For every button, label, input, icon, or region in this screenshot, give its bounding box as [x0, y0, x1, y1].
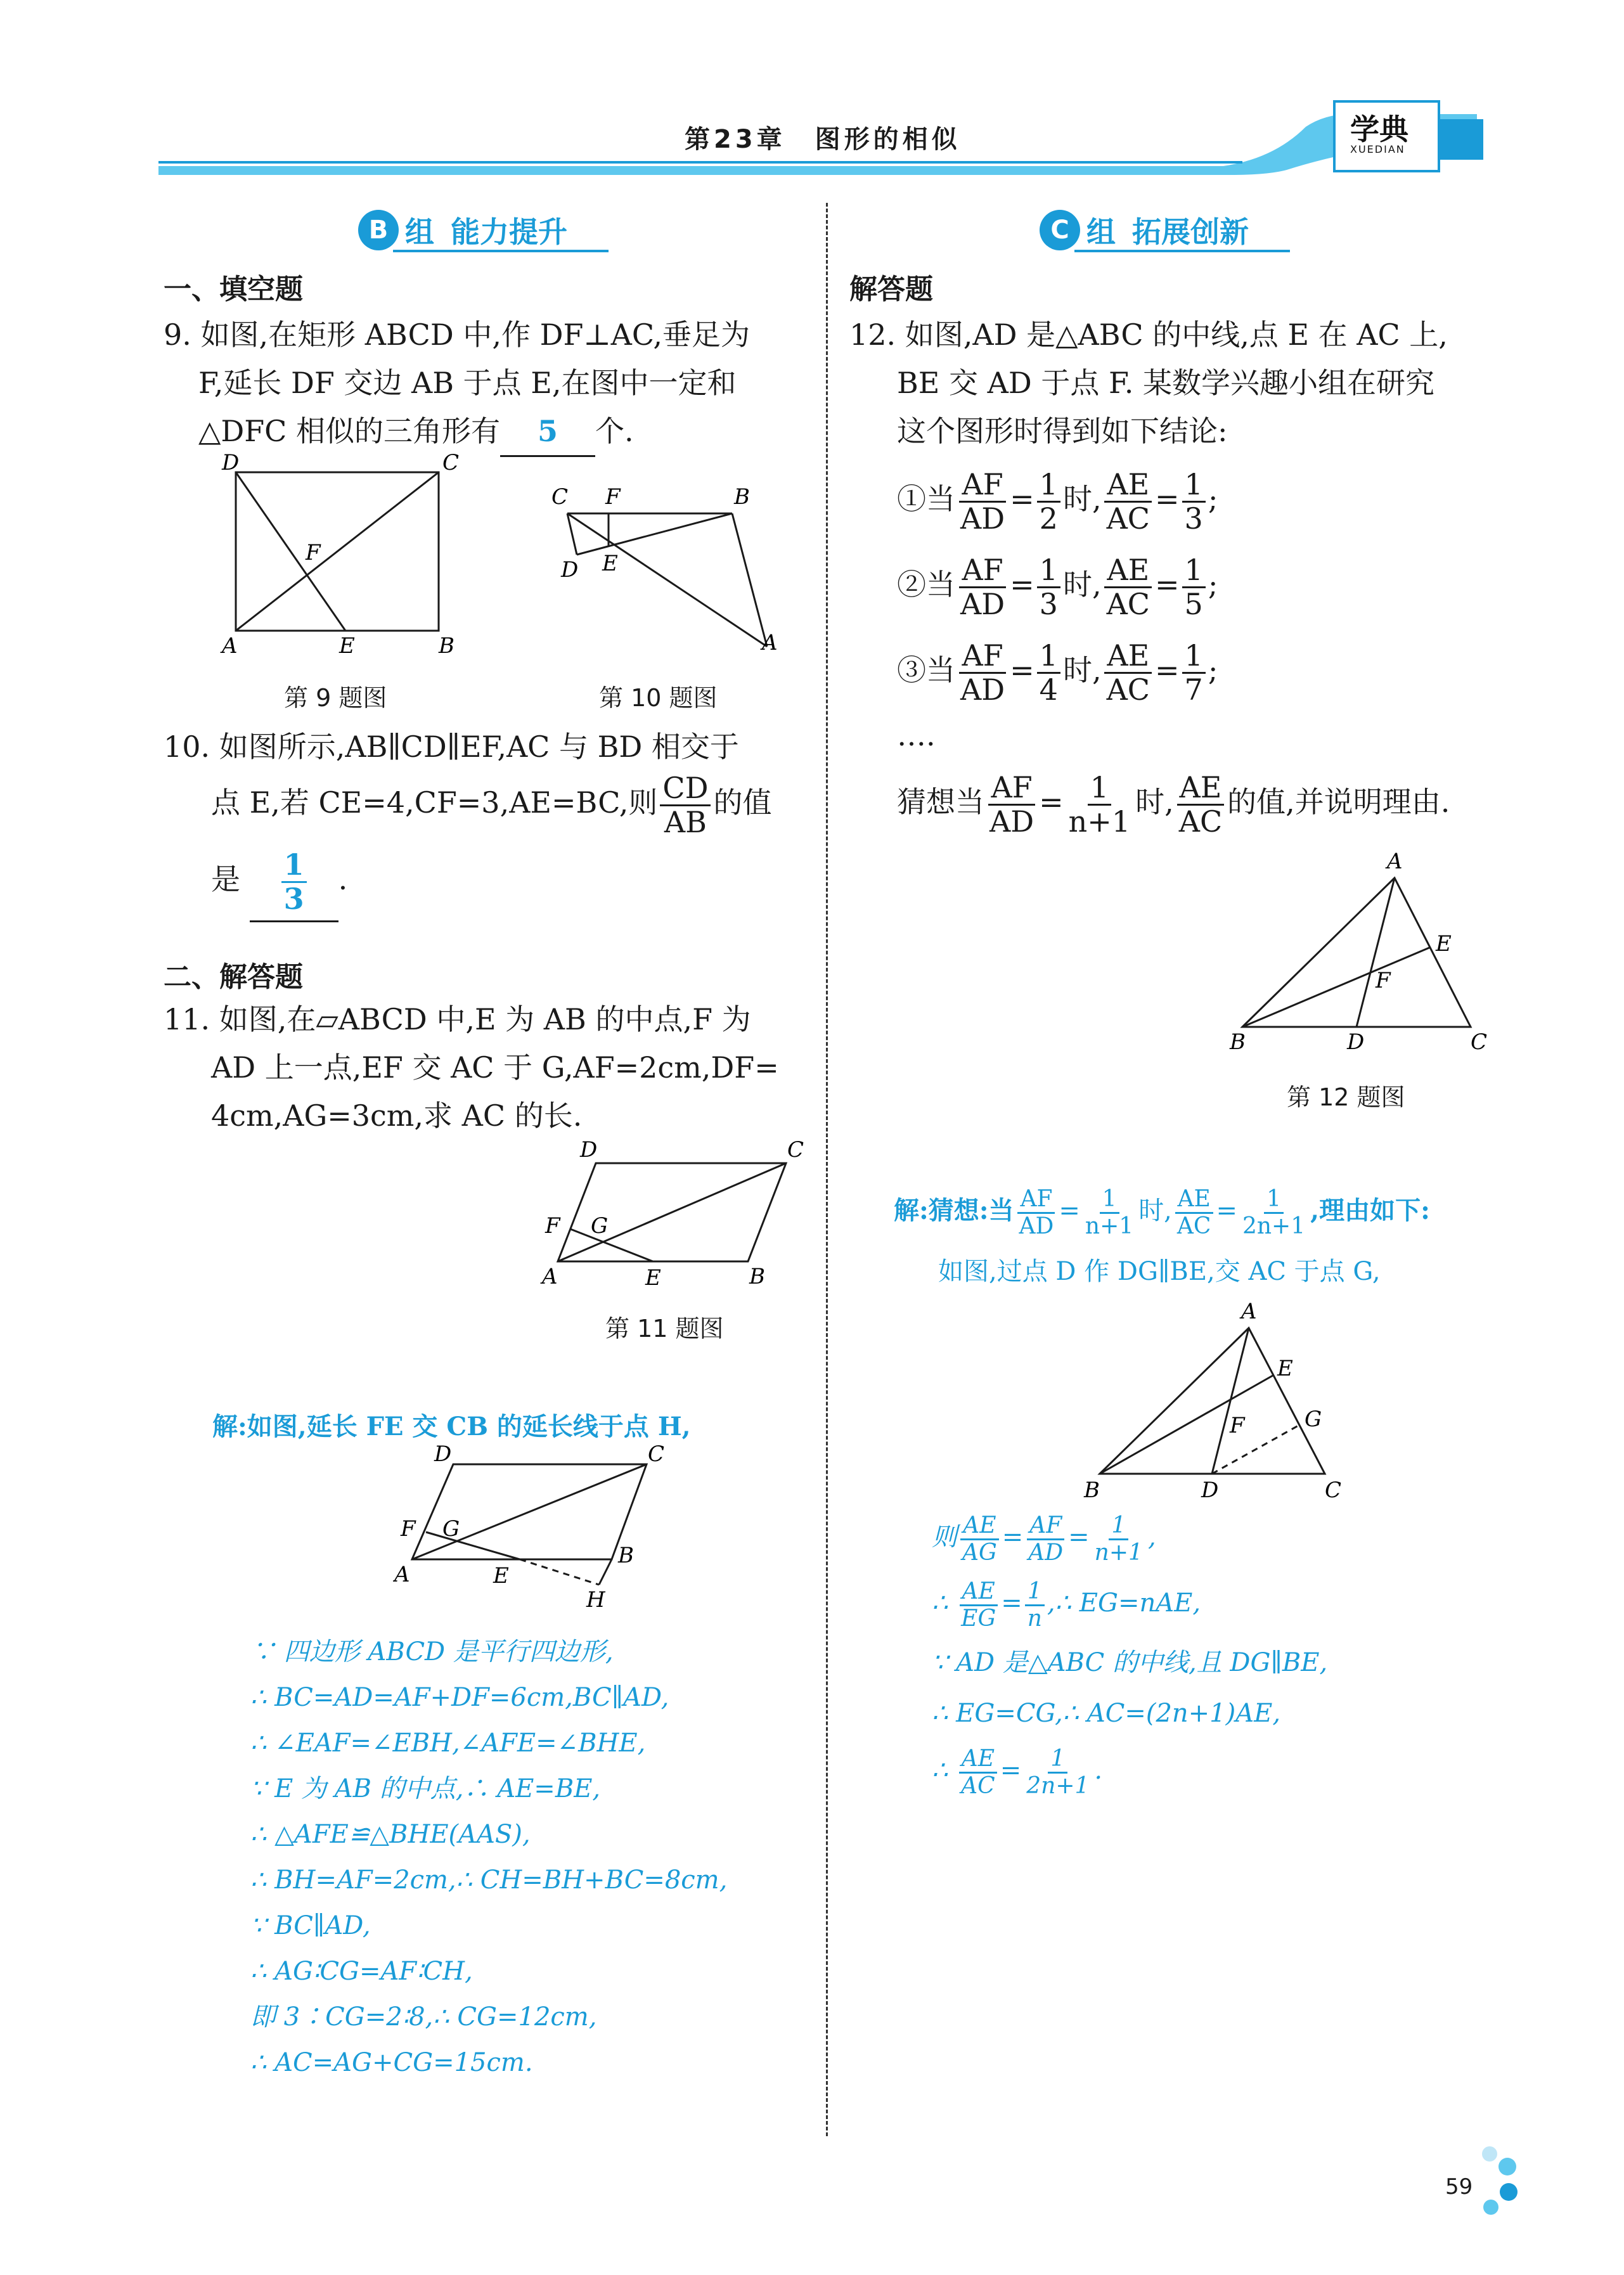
end: ;	[1208, 567, 1218, 602]
mid: 时,	[1062, 653, 1102, 687]
label-F: F	[1230, 1413, 1245, 1438]
d: n+1	[1085, 1213, 1134, 1239]
label-E: E	[1436, 931, 1452, 957]
section-answer: 二、解答题	[164, 961, 303, 993]
label-D: D	[580, 1138, 598, 1163]
n: AE	[1104, 554, 1152, 588]
group-b-heading	[358, 209, 567, 251]
figure-12-solution	[1071, 1293, 1363, 1509]
sol11-intro: 解:如图,延长 FE 交 CB 的延长线于点 H,	[212, 1412, 691, 1441]
n: 1	[1048, 1746, 1067, 1774]
d: AC	[961, 1772, 995, 1799]
label-D: D	[222, 450, 240, 475]
label-B: B	[749, 1264, 765, 1289]
ans-den: 3	[283, 881, 304, 916]
n: 1	[1037, 554, 1060, 588]
mark: ②当	[897, 567, 955, 602]
sol11-step: ∴ ∠EAF=∠EBH,∠AFE=∠BHE,	[250, 1729, 646, 1758]
fig10-caption: 第 10 题图	[599, 684, 718, 712]
q12-line: 12. 如图,AD 是△ABC 的中线,点 E 在 AC 上,	[849, 318, 1448, 352]
label-F: F	[545, 1213, 560, 1239]
header-decoration	[0, 0, 1624, 190]
n: AE	[1177, 771, 1225, 806]
label-G: G	[591, 1213, 609, 1239]
sol12-step: ∴ $\frac{AE}{AC}$ = $\frac{1}{2n+1}$ .	[932, 1746, 1103, 1799]
label-B: B	[1084, 1478, 1100, 1503]
guess-text: 猜想当	[897, 785, 984, 819]
label-E: E	[602, 551, 618, 576]
sol11-step: ∵ E 为 AB 的中点,∴ AE=BE,	[250, 1774, 601, 1803]
label-D: D	[434, 1442, 452, 1467]
n: 1	[1100, 1187, 1119, 1214]
q11-line: 4cm,AG=3cm,求 AC 的长.	[211, 1099, 583, 1133]
page-number: 59	[1445, 2174, 1473, 2200]
d: 4	[1039, 672, 1058, 707]
n: 1	[1182, 640, 1206, 674]
end: ,	[1147, 1523, 1156, 1552]
label-C: C	[1325, 1478, 1342, 1503]
q12-conclusions	[897, 456, 1467, 846]
q10-text: 是	[211, 862, 240, 897]
end: ;	[1208, 653, 1218, 687]
q10-line	[164, 771, 810, 838]
q10-text-end: 的值	[713, 785, 772, 820]
sol11-step: ∴ △AFE≌△BHE(AAS),	[250, 1820, 531, 1849]
q10-line: 10. 如图所示,AB∥CD∥EF,AC 与 BD 相交于	[164, 730, 739, 764]
end: ,∴ EG=nAE,	[1047, 1589, 1201, 1618]
d: EG	[961, 1605, 996, 1632]
sol12-step: 则 $\frac{AE}{AG}$ = $\frac{AF}{AD}$ = $\frac{1}{n+1}$ ,	[932, 1512, 1156, 1566]
frac-den: AB	[664, 804, 707, 839]
n: AF	[1017, 1187, 1055, 1214]
guess-mid: 时,	[1135, 785, 1174, 819]
mark: ③当	[897, 653, 955, 687]
sol12-step: ∵ AD 是△ABC 的中线,且 DG∥BE,	[932, 1648, 1328, 1678]
ellipsis: ….	[897, 718, 936, 752]
ze: 则	[932, 1523, 957, 1552]
question-9	[164, 311, 810, 457]
fig12-caption: 第 12 题图	[1287, 1083, 1405, 1111]
label-F: F	[306, 540, 321, 565]
n: AE	[960, 1579, 998, 1606]
d: AD	[1019, 1213, 1054, 1239]
sol12-step: ∴ $\frac{AE}{EG}$ = $\frac{1}{n}$ ,∴ EG=nAE,	[932, 1578, 1201, 1632]
conclusion-2: ②当 $\frac{AF}{AD}$ = $\frac{1}{3}$ 时, $\frac{AE}{AC}$ = $\frac{1}{5}$ ;	[897, 552, 1218, 621]
q9-line: 9. 如图,在矩形 ABCD 中,作 DF⊥AC,垂足为	[164, 318, 751, 352]
n: 1	[1109, 1513, 1128, 1540]
mark: ①当	[897, 482, 955, 516]
label-B: B	[439, 633, 454, 659]
q12-line: 这个图形时得到如下结论:	[897, 414, 1228, 448]
n: AE	[1175, 1187, 1213, 1214]
d: AC	[1106, 501, 1150, 536]
label-D: D	[1347, 1029, 1365, 1055]
label-G: G	[1305, 1407, 1322, 1432]
pre: ∴	[932, 1756, 948, 1786]
end: ;	[1208, 482, 1218, 516]
question-11	[164, 995, 810, 1140]
group-c-zu: 组	[1086, 215, 1116, 249]
d: n+1	[1094, 1539, 1143, 1566]
d: AD	[960, 672, 1005, 707]
sol12-steps	[932, 1512, 1483, 1798]
label-C: C	[787, 1138, 804, 1163]
logo-subtitle: XUEDIAN	[1350, 143, 1405, 155]
label-C: C	[442, 450, 460, 475]
n: 1	[1037, 640, 1060, 674]
group-b-underline	[393, 250, 609, 252]
end: .	[1094, 1756, 1103, 1786]
q9-text: △DFC 相似的三角形有	[198, 414, 500, 448]
group-c-heading	[1040, 209, 1249, 251]
q10-answer	[250, 838, 338, 922]
sol11-step: ∵ BC∥AD,	[250, 1911, 371, 1940]
q11-line: 11. 如图,在▱ABCD 中,E 为 AB 的中点,F 为	[164, 1002, 751, 1036]
n: 1	[1264, 1187, 1284, 1214]
label-E: E	[1277, 1356, 1293, 1381]
label-E: E	[339, 633, 355, 659]
label-C: C	[648, 1442, 665, 1467]
d: AC	[1106, 586, 1150, 621]
label-A: A	[1387, 849, 1403, 874]
n: 1	[1182, 554, 1206, 588]
mid: 时,	[1138, 1196, 1172, 1225]
d: AC	[1178, 804, 1223, 839]
d: 2n+1	[1242, 1213, 1306, 1239]
question-10	[164, 723, 810, 922]
sol12-end: ,理由如下:	[1310, 1196, 1430, 1225]
label-B: B	[618, 1543, 634, 1568]
label-C: C	[1471, 1029, 1488, 1055]
sol11-steps	[250, 1629, 808, 2085]
d: AC	[1176, 1213, 1211, 1239]
mid: 时,	[1062, 482, 1102, 516]
group-b-badge: B	[358, 210, 399, 250]
sol12-text: 解:猜想:当	[894, 1196, 1014, 1225]
group-c-badge: C	[1040, 210, 1080, 250]
label-G: G	[442, 1516, 460, 1542]
d: AD	[1028, 1539, 1064, 1566]
label-C: C	[551, 484, 569, 510]
n: AF	[988, 771, 1034, 806]
label-F: F	[605, 484, 621, 510]
label-D: D	[561, 557, 579, 583]
d: AC	[1106, 672, 1150, 707]
figure-12	[1217, 843, 1496, 1059]
d: 3	[1184, 501, 1203, 536]
conclusion-1: ①当 $\frac{AF}{AD}$ = $\frac{1}{2}$ 时, $\frac{AE}{AC}$ = $\frac{1}{3}$ ;	[897, 467, 1218, 536]
d: AG	[962, 1539, 997, 1566]
question-12	[849, 311, 1496, 455]
d: 5	[1184, 586, 1203, 621]
q10-text: 点 E,若 CE=4,CF=3,AE=BC,则	[211, 785, 658, 820]
n: AF	[959, 640, 1005, 674]
n: 1	[1025, 1579, 1045, 1606]
d: AD	[989, 804, 1034, 839]
n: 1	[1037, 468, 1060, 503]
d: AD	[960, 501, 1005, 536]
n: AE	[959, 1746, 997, 1774]
section-fill-blank: 一、填空题	[164, 273, 303, 306]
n: AF	[1027, 1513, 1064, 1540]
q9-answer: 5	[500, 407, 595, 457]
label-A: A	[222, 633, 238, 659]
q9-line: F,延长 DF 交边 AB 于点 E,在图中一定和	[198, 366, 737, 400]
fig9-caption: 第 9 题图	[284, 684, 387, 712]
group-b-title: 能力提升	[451, 215, 567, 249]
n: AE	[1104, 468, 1152, 503]
q12-line: BE 交 AD 于点 F. 某数学兴趣小组在研究	[897, 366, 1434, 400]
sol11-step: ∴ BC=AD=AF+DF=6cm,BC∥AD,	[250, 1683, 669, 1712]
sol11-step: ∵ 四边形 ABCD 是平行四边形,	[250, 1637, 614, 1666]
d: n	[1027, 1605, 1042, 1632]
fig11-caption: 第 11 题图	[605, 1315, 724, 1343]
guess-end: 的值,并说明理由.	[1227, 785, 1450, 819]
d: 7	[1184, 672, 1203, 707]
label-B: B	[734, 484, 750, 510]
label-B: B	[1230, 1029, 1246, 1055]
chapter-title: 第23章 图形的相似	[685, 125, 961, 154]
label-D: D	[1201, 1478, 1219, 1503]
frac-num: CD	[660, 772, 711, 806]
sol12-step: ∴ EG=CG,∴ AC=(2n+1)AE,	[932, 1699, 1281, 1729]
sol12-line2: 如图,过点 D 作 DG∥BE,交 AC 于点 G,	[938, 1257, 1381, 1286]
label-A: A	[542, 1264, 558, 1289]
n: AE	[1104, 640, 1152, 674]
pre: ∴	[932, 1589, 948, 1618]
section-c-answer: 解答题	[849, 273, 933, 306]
label-E: E	[645, 1265, 661, 1291]
sol11-step: 即 3∶CG=2∶8,∴ CG=12cm,	[250, 2002, 597, 2032]
q10-line	[164, 838, 810, 922]
label-F: F	[1376, 968, 1391, 993]
n: AF	[959, 554, 1005, 588]
q11-line: AD 上一点,EF 交 AC 于 G,AF=2cm,DF=	[211, 1050, 779, 1085]
sol11-step: ∴ AG∶CG=AF∶CH,	[250, 1957, 473, 1986]
sol11-step: ∴ BH=AF=2cm,∴ CH=BH+BC=8cm,	[250, 1866, 728, 1895]
figure-10	[532, 475, 799, 666]
label-H: H	[586, 1587, 605, 1613]
label-E: E	[493, 1563, 509, 1589]
q10-text-end: .	[338, 862, 348, 897]
ans-num: 1	[281, 849, 307, 883]
column-divider	[826, 203, 828, 2136]
label-A: A	[1241, 1299, 1257, 1324]
n: 1	[1088, 771, 1111, 806]
figure-11	[532, 1138, 811, 1296]
n: AF	[959, 468, 1005, 503]
guess-line: 猜想当 $\frac{AF}{AD}$ = $\frac{1}{n+1}$ 时, $\frac{AE}{AC}$ 的值,并说明理由.	[897, 770, 1450, 839]
d: 2	[1039, 501, 1058, 536]
group-b-zu: 组	[405, 215, 434, 249]
conclusion-3: ③当 $\frac{AF}{AD}$ = $\frac{1}{4}$ 时, $\frac{AE}{AC}$ = $\frac{1}{7}$ ;	[897, 638, 1218, 707]
q9-text-end: 个.	[595, 414, 634, 448]
sol12-first: 解:猜想:当 $\frac{AF}{AD}$ = $\frac{1}{n+1}$ 时, $\frac{AE}{AC}$ = $\frac{1}{2n+1}$ ,理由如下:	[894, 1185, 1430, 1239]
label-A: A	[762, 630, 778, 655]
label-A: A	[394, 1562, 410, 1587]
figure-11-solution	[393, 1442, 691, 1632]
n: AE	[960, 1513, 998, 1540]
d: n+1	[1068, 804, 1131, 839]
mid: 时,	[1062, 567, 1102, 602]
sol11-step: ∴ AC=AG+CG=15cm.	[250, 2048, 533, 2077]
q10-fraction	[660, 772, 711, 838]
figure-9	[209, 447, 488, 669]
n: 1	[1182, 468, 1206, 503]
d: AD	[960, 586, 1005, 621]
d: 2n+1	[1026, 1772, 1090, 1799]
label-F: F	[401, 1516, 416, 1542]
group-c-underline	[1074, 250, 1290, 252]
logo: 学典	[1350, 112, 1408, 146]
group-c-title: 拓展创新	[1132, 215, 1249, 249]
d: 3	[1039, 586, 1058, 621]
